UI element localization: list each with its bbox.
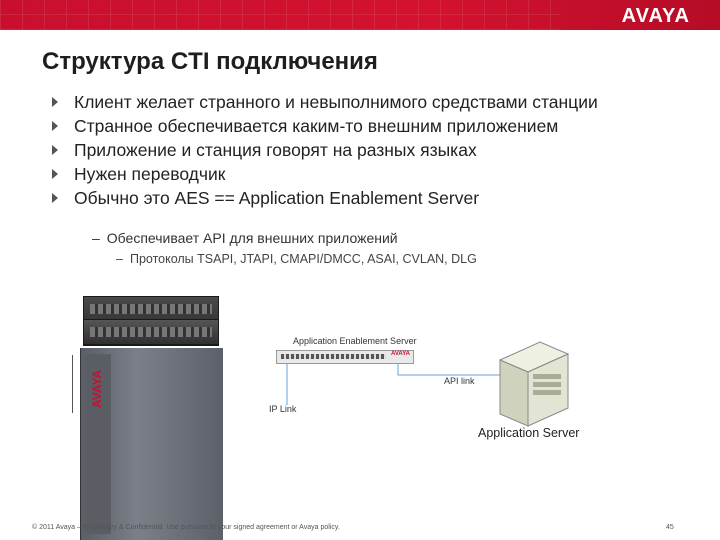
footer-copyright: © 2011 Avaya – Proprietary & Confidential. Use pursuant to your signed agreement or Avaya policy. [32, 524, 340, 531]
dash-marker: – [92, 230, 100, 246]
divider-line [72, 355, 73, 413]
application-server-label: Application Server [478, 426, 580, 440]
triangle-bullet-icon [52, 193, 58, 203]
sub-sub-bullet-text: Протоколы TSAPI, JTAPI, CMAPI/DMCC, ASAI, CVLAN, DLG [129, 252, 477, 266]
page-number: 45 [666, 524, 674, 531]
dash-marker: – [116, 252, 123, 266]
triangle-bullet-icon [52, 121, 58, 131]
aes-label: Application Enablement Server [293, 336, 417, 346]
server-unit-image [83, 319, 219, 345]
header-pattern [0, 0, 560, 30]
slide-title: Структура CTI подключения [42, 48, 378, 75]
cabinet-avaya-logo: AVAYA [90, 369, 104, 408]
application-server-icon [500, 342, 568, 426]
aes-avaya-logo: AVAYA [390, 351, 410, 357]
media-gateway-cabinet-image [80, 348, 223, 540]
triangle-bullet-icon [52, 97, 58, 107]
bullet-text: Нужен переводчик [74, 164, 226, 184]
bullet-text: Клиент желает странного и невыполнимого средствами станции [74, 92, 598, 112]
header-bar [0, 0, 720, 30]
ip-link-label: IP Link [269, 404, 297, 414]
bullet-text: Приложение и станция говорят на разных языках [74, 140, 477, 160]
avaya-logo: AVAYA [621, 5, 690, 27]
sub-bullet-text: Обеспечивает API для внешних приложений [106, 230, 398, 246]
triangle-bullet-icon [52, 145, 58, 155]
aes-server-image [276, 350, 414, 364]
bullet-text: Обычно это AES == Application Enablement Server [74, 188, 480, 208]
api-link-label: API link [444, 376, 475, 386]
sub-sub-bullet [116, 252, 477, 266]
triangle-bullet-icon [52, 169, 58, 179]
sub-bullet [92, 230, 398, 246]
bullet-text: Странное обеспечивается каким-то внешним приложением [74, 116, 559, 136]
